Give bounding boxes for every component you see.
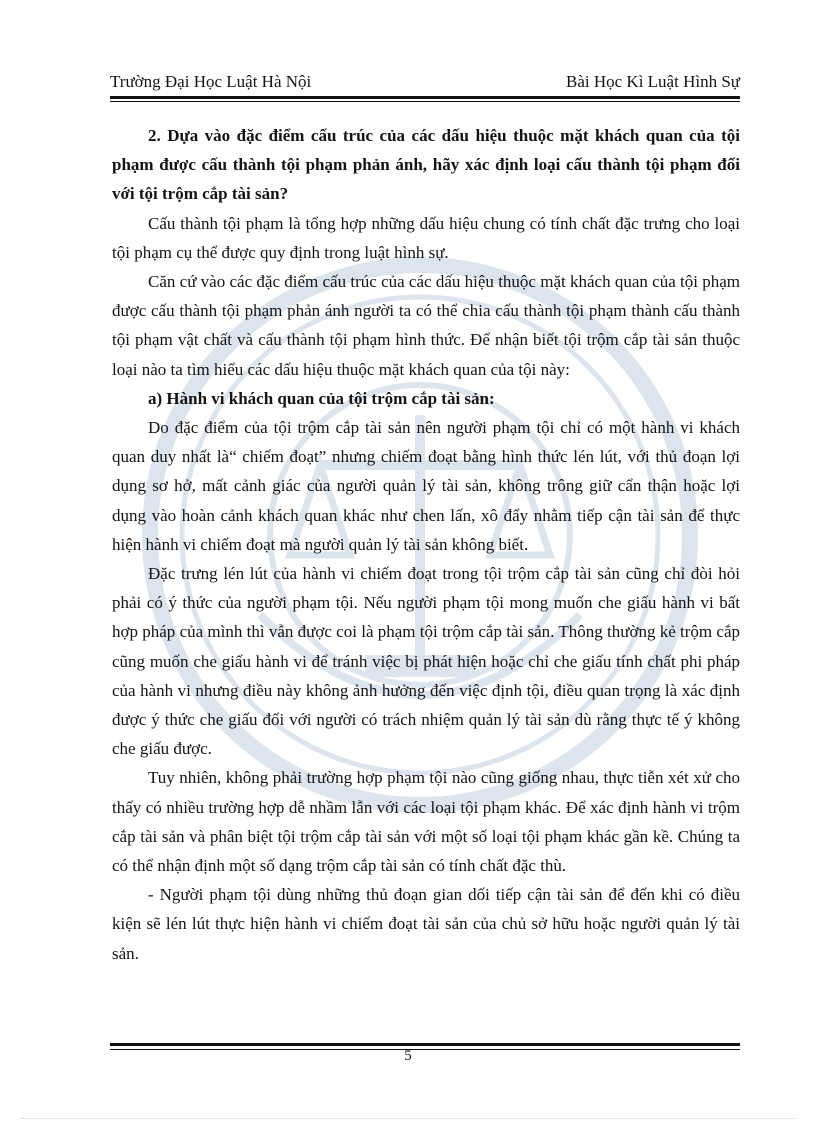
paragraph: Do đặc điểm của tội trộm cắp tài sản nên người phạm tội chỉ có một hành vi khách quan duy nhất là“ chiếm đoạt” nhưng chiếm đoạt bằng hình thức lén lút, với thủ đoạn lợi dụng sơ hở, mất cảnh giác của người quản lý tài sản, không trông giữ cẩn thận hoặc lợi dụng vào hoàn cảnh khách quan khác như chen lấn, xô đẩy nhằm tiếp cận tài sản để thực hiện hành vi chiếm đoạt mà người quản lý tài sản không biết. (112, 418, 740, 554)
header-title: Bài Học Kì Luật Hình Sự (565, 72, 740, 91)
page-number: 5 (404, 1048, 412, 1064)
paragraph: Căn cứ vào các đặc điểm cấu trúc của các dấu hiệu thuộc mặt khách quan của tội phạm được cấu thành tội phạm phản ánh người ta có thể chia cấu thành tội phạm thành cấu thành tội phạm vật chất và cấu thành tội phạm hình thức. Để nhận biết tội trộm cắp tài sản thuộc loại nào ta tìm hiểu các dấu hiệu thuộc mặt khách quan của tội này: (112, 272, 740, 379)
section-heading: 2. Dựa vào đặc điểm cấu trúc của các dấu hiệu thuộc mặt khách quan của tội phạm được cấu thành tội phạm phản ánh, hãy xác định loại cấu thành tội phạm đối với tội trộm cắp tài sản? (112, 126, 740, 204)
subsection-heading: a) Hành vi khách quan của tội trộm cắp tài sản: (148, 388, 495, 408)
header-rule-thin (110, 101, 740, 102)
paragraph: Đặc trưng lén lút của hành vi chiếm đoạt trong tội trộm cắp tài sản cũng chỉ đòi hỏi phải có ý thức của người phạm tội. Nếu người phạm tội mong muốn che giấu hành vi bất hợp pháp của mình thì vẫn được coi là phạm tội trộm cắp tài sản. Thông thường kẻ trộm cắp cũng muốn che giấu hành vi để tránh việc bị phát hiện hoặc chỉ che giấu tính chất phi pháp của hành vi nhưng điều này không ảnh hưởng đến việc định tội, điều quan trọng là xác định được ý thức che giấu đối với người có trách nhiệm quản lý tài sản dù rằng thực tế ý không che giấu được. (112, 564, 740, 759)
page-edge-divider (20, 1118, 796, 1119)
paragraph: - Người phạm tội dùng những thủ đoạn gian dối tiếp cận tài sản để đến khi có điều kiện sẽ lén lút thực hiện hành vi chiếm đoạt tài sản của chủ sở hữu hoặc người quản lý tài sản. (112, 885, 740, 963)
paragraph: Cấu thành tội phạm là tổng hợp những dấu hiệu chung có tính chất đặc trưng cho loại tội phạm cụ thể được quy định trong luật hình sự. (112, 213, 740, 262)
page-header (110, 72, 740, 96)
header-rule-thick (110, 96, 740, 99)
footer-rule-thick (110, 1043, 740, 1046)
header-school: Trường Đại Học Luật Hà Nội (110, 72, 312, 91)
paragraph: Tuy nhiên, không phải trường hợp phạm tội nào cũng giống nhau, thực tiễn xét xử cho thấy có nhiều trường hợp dễ nhầm lẫn với các loại tội phạm khác. Để xác định hành vi trộm cắp tài sản và phân biệt tội trộm cắp tài sản với một số loại tội phạm khác gần kề. Chúng ta có thể nhận định một số dạng trộm cắp tài sản có tính chất đặc thù. (112, 768, 740, 876)
document-body (112, 121, 740, 968)
